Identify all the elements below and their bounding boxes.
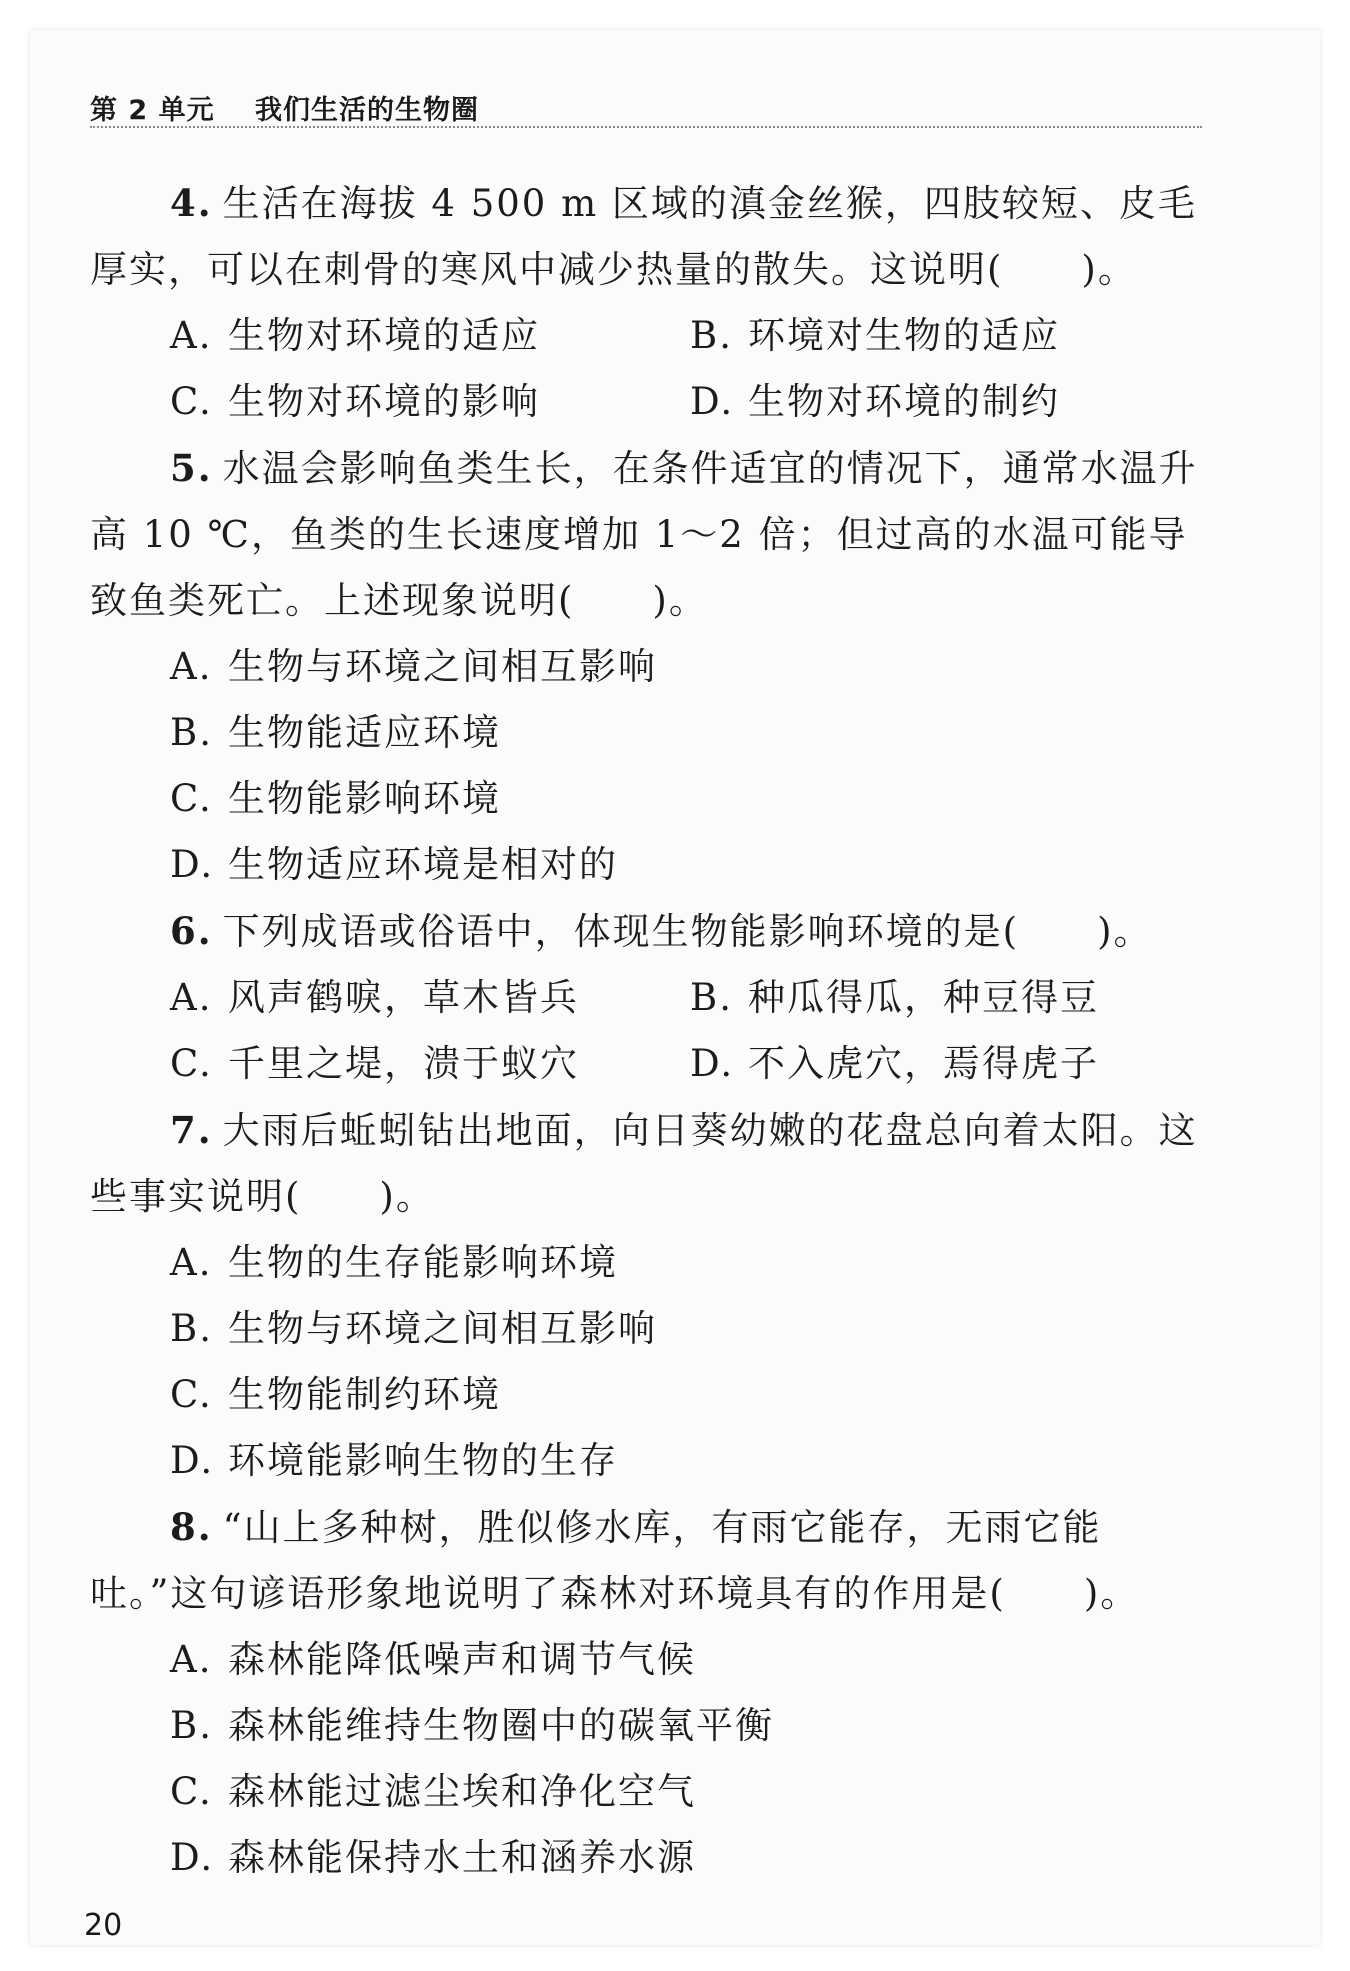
question-number: 8.	[170, 1505, 213, 1549]
option-text: 环境对生物的适应	[748, 314, 1060, 357]
question-stem: 大雨后蚯蚓钻出地面，向日葵幼嫩的花盘总向着太阳。这些事实说明( )。	[90, 1109, 1198, 1218]
option-a[interactable]	[90, 1230, 1210, 1296]
option-text: 生物对环境的影响	[228, 380, 540, 423]
options-row	[90, 369, 1210, 435]
option-d[interactable]	[90, 1825, 1210, 1891]
option-d[interactable]	[690, 1031, 1210, 1097]
option-text: 风声鹤唳，草木皆兵	[228, 976, 579, 1019]
option-text: 生物适应环境是相对的	[228, 843, 618, 886]
option-b[interactable]	[90, 700, 1210, 766]
unit-label: 第 2 单元	[90, 95, 215, 126]
option-letter: C.	[170, 1042, 213, 1085]
option-c[interactable]	[170, 1031, 690, 1097]
option-letter: B.	[690, 976, 733, 1019]
option-letter: A.	[170, 1241, 213, 1284]
option-letter: D.	[690, 380, 735, 423]
option-text: 生物与环境之间相互影响	[228, 1307, 657, 1350]
question-number: 7.	[170, 1108, 213, 1152]
option-text: 森林能维持生物圈中的碳氧平衡	[228, 1704, 774, 1747]
option-text: 生物对环境的制约	[748, 380, 1060, 423]
option-letter: D.	[170, 843, 215, 886]
question-number: 4.	[170, 181, 213, 225]
option-text: 生物能制约环境	[228, 1373, 501, 1416]
option-text: 千里之堤，溃于蚁穴	[228, 1042, 579, 1085]
option-b[interactable]	[690, 303, 1210, 369]
option-letter: B.	[170, 1307, 213, 1350]
question-list	[90, 170, 1210, 1891]
option-b[interactable]	[90, 1693, 1210, 1759]
question-8	[90, 1494, 1210, 1627]
option-letter: B.	[170, 711, 213, 754]
question-7	[90, 1097, 1210, 1230]
option-letter: C.	[170, 380, 213, 423]
option-letter: C.	[170, 1373, 213, 1416]
option-text: 生物与环境之间相互影响	[228, 645, 657, 688]
option-text: 森林能保持水土和涵养水源	[228, 1836, 696, 1879]
options-row	[90, 965, 1210, 1031]
option-a[interactable]	[90, 1627, 1210, 1693]
option-text: 森林能降低噪声和调节气候	[228, 1638, 696, 1681]
unit-title: 我们生活的生物圈	[255, 95, 479, 126]
option-d[interactable]	[690, 369, 1210, 435]
option-text: 森林能过滤尘埃和净化空气	[228, 1770, 696, 1813]
options-row	[90, 1031, 1210, 1097]
question-6	[90, 898, 1210, 965]
option-text: 不入虎穴，焉得虎子	[748, 1042, 1099, 1085]
option-text: 生物能适应环境	[228, 711, 501, 754]
options-row	[90, 303, 1210, 369]
page-number: 20	[84, 1908, 123, 1943]
page-header	[90, 88, 479, 127]
question-stem: 水温会影响鱼类生长，在条件适宜的情况下，通常水温升高 10 ℃，鱼类的生长速度增加 1～2 倍；但过高的水温可能导致鱼类死亡。上述现象说明( )。	[90, 447, 1198, 622]
option-letter: A.	[170, 645, 213, 688]
option-text: 环境能影响生物的生存	[228, 1439, 618, 1482]
question-5	[90, 435, 1210, 634]
option-letter: D.	[170, 1439, 215, 1482]
option-text: 生物能影响环境	[228, 777, 501, 820]
question-number: 5.	[170, 446, 213, 490]
option-letter: A.	[170, 1638, 213, 1681]
option-text: 生物对环境的适应	[228, 314, 540, 357]
option-letter: B.	[690, 314, 733, 357]
option-letter: C.	[170, 777, 213, 820]
option-a[interactable]	[170, 965, 690, 1031]
option-c[interactable]	[90, 1362, 1210, 1428]
option-b[interactable]	[90, 1296, 1210, 1362]
option-a[interactable]	[170, 303, 690, 369]
option-letter: C.	[170, 1770, 213, 1813]
option-letter: D.	[170, 1836, 215, 1879]
option-c[interactable]	[170, 369, 690, 435]
option-letter: A.	[170, 314, 213, 357]
question-stem: 生活在海拔 4 500 m 区域的滇金丝猴，四肢较短、皮毛厚实，可以在刺骨的寒风中减少热量的散失。这说明( )。	[90, 182, 1197, 291]
question-number: 6.	[170, 909, 213, 953]
option-b[interactable]	[690, 965, 1210, 1031]
option-d[interactable]	[90, 1428, 1210, 1494]
option-d[interactable]	[90, 832, 1210, 898]
question-4	[90, 170, 1210, 303]
question-stem: 下列成语或俗语中，体现生物能影响环境的是( )。	[222, 910, 1153, 953]
option-text: 种瓜得瓜，种豆得豆	[748, 976, 1099, 1019]
question-stem: “山上多种树，胜似修水库，有雨它能存，无雨它能吐。”这句谚语形象地说明了森林对环境具有的作用是( )。	[90, 1506, 1140, 1615]
option-letter: A.	[170, 976, 213, 1019]
option-c[interactable]	[90, 1759, 1210, 1825]
option-a[interactable]	[90, 634, 1210, 700]
option-letter: D.	[690, 1042, 735, 1085]
option-c[interactable]	[90, 766, 1210, 832]
header-divider	[90, 126, 1202, 128]
option-letter: B.	[170, 1704, 213, 1747]
option-text: 生物的生存能影响环境	[228, 1241, 618, 1284]
